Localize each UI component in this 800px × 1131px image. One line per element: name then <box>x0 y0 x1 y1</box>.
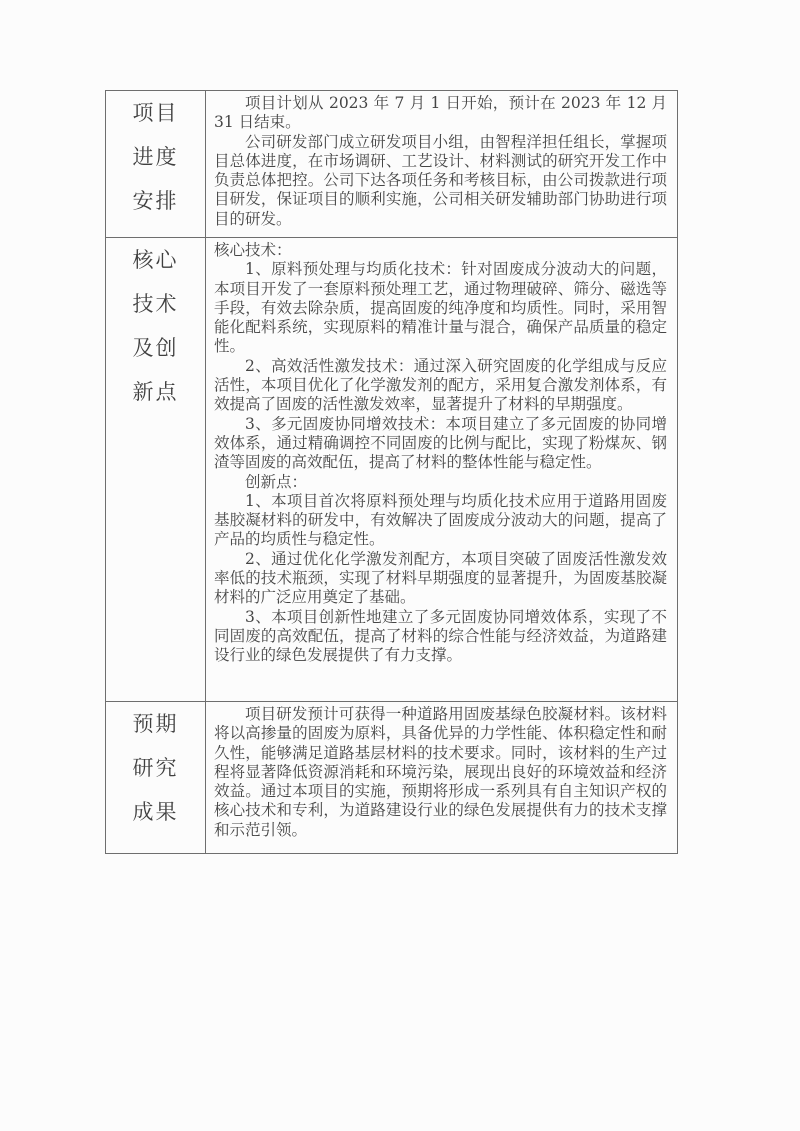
row-label-line: 成果 <box>132 800 179 824</box>
row-label-line: 技术 <box>132 292 179 316</box>
table-row <box>106 91 678 238</box>
row-label-line: 核心 <box>132 248 179 272</box>
row-label-cell <box>106 702 206 854</box>
table-row <box>106 238 678 702</box>
row-label-line: 预期 <box>132 712 179 736</box>
row-label-line: 项目 <box>132 101 179 125</box>
row-content-cell <box>206 91 678 238</box>
paragraph: 1、本项目首次将原料预处理与均质化技术应用于道路用固废基胶凝材料的研发中，有效解决了固废成分波动大的问题，提高了产品的均质性与稳定性。 <box>214 491 667 549</box>
row-label-line: 研究 <box>132 756 179 780</box>
paragraph: 项目研发预计可获得一种道路用固废基绿色胶凝材料。该材料将以高掺量的固废为原料，具备优异的力学性能、体积稳定性和耐久性，能够满足道路基层材料的技术要求。同时，该材料的生产过程将显著降低资源消耗和环境污染，展现出良好的环境效益和经济效益。通过本项目的实施，预期将形成一系列具有自主知识产权的核心技术和专利，为道路建设行业的绿色发展提供有力的技术支撑和示范引领。 <box>214 705 667 839</box>
paragraph: 2、通过优化化学激发剂配方，本项目突破了固废活性激发效率低的技术瓶颈，实现了材料早期强度的显著提升，为固废基胶凝材料的广泛应用奠定了基础。 <box>214 549 667 607</box>
paragraph: 项目计划从 2023 年 7 月 1 日开始，预计在 2023 年 12 月 31 日结束。 <box>214 94 667 132</box>
paragraph: 公司研发部门成立研发项目小组，由智程洋担任组长，掌握项目总体进度，在市场调研、工艺设计、材料测试的研究开发工作中负责总体把控。公司下达各项任务和考核目标，由公司拨款进行项目研发，保证项目的顺利实施，公司相关研发辅助部门协助进行项目的研发。 <box>214 132 667 228</box>
paragraph: 2、高效活性激发技术：通过深入研究固废的化学组成与反应活性，本项目优化了化学激发剂的配方，采用复合激发剂体系，有效提高了固废的活性激发效率，显著提升了材料的早期强度。 <box>214 356 667 414</box>
paragraph: 1、原料预处理与均质化技术：针对固废成分波动大的问题，本项目开发了一套原料预处理工艺，通过物理破碎、筛分、磁选等手段，有效去除杂质，提高固废的纯净度和均质性。同时，采用智能化配料系统，实现原料的精准计量与混合，确保产品质量的稳定性。 <box>214 260 667 356</box>
paragraph: 创新点： <box>245 472 308 491</box>
row-label-line: 进度 <box>132 145 179 169</box>
paragraph: 3、多元固废协同增效技术：本项目建立了多元固废的协同增效体系，通过精确调控不同固废的比例与配比，实现了粉煤灰、钢渣等固废的高效配伍，提高了材料的整体性能与稳定性。 <box>214 414 667 472</box>
table-row <box>106 702 678 854</box>
paragraph: 3、本项目创新性地建立了多元固废协同增效体系，实现了不同固废的高效配伍，提高了材料的综合性能与经济效益，为道路建设行业的绿色发展提供了有力支撑。 <box>214 607 667 665</box>
table-body <box>106 91 678 854</box>
row-label-line: 及创 <box>132 336 179 360</box>
row-label-line: 新点 <box>132 380 179 404</box>
row-label-cell <box>106 91 206 238</box>
row-label-cell <box>106 238 206 702</box>
row-content-cell <box>206 238 678 702</box>
row-label-line: 安排 <box>132 189 179 213</box>
row-content-cell <box>206 702 678 854</box>
paragraph: 核心技术： <box>214 241 292 259</box>
project-info-table <box>105 90 678 854</box>
